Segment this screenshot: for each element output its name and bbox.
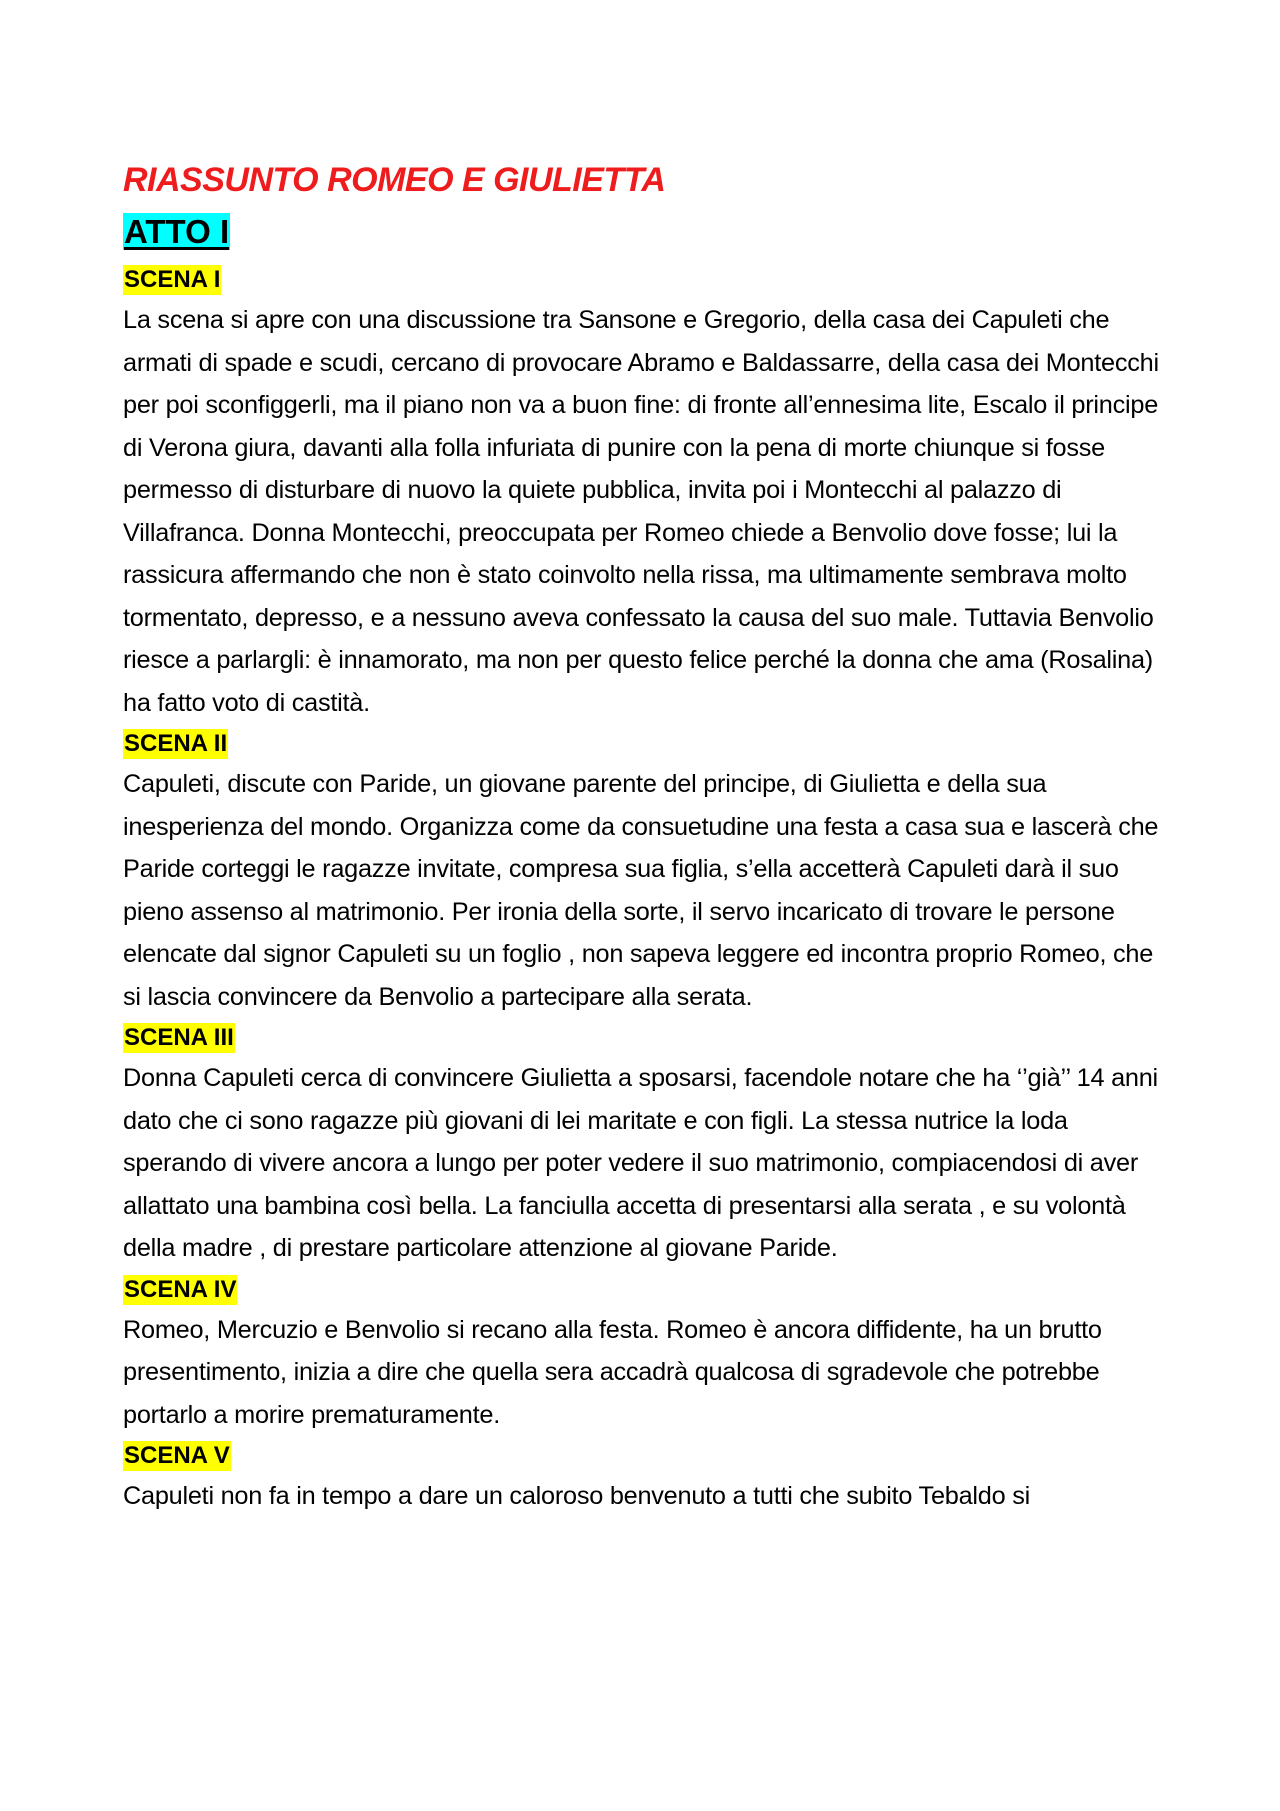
document-page	[123, 156, 1168, 1518]
scene-heading: SCENA I	[124, 266, 221, 293]
scene-heading: SCENA III	[124, 1024, 234, 1051]
scene-text: Capuleti non fa in tempo a dare un caloroso benvenuto a tutti che subito Tebaldo si	[123, 1482, 1030, 1510]
scene-heading: SCENA V	[124, 1442, 230, 1469]
scene-section-4	[123, 1270, 1168, 1437]
scene-section-1	[123, 260, 1168, 724]
scene-text: Donna Capuleti cerca di convincere Giulietta a sposarsi, facendole notare che ha ‘’già’’ 14 anni dato che ci sono ragazze più giovani di lei maritate e con figli. La stessa nutrice la loda sperando di vivere ancora a lungo per poter vedere il suo matrimonio, compiacendosi di aver allattato una bambina così bella. La fanciulla accetta di presentarsi alla serata , e su volontà della madre , di prestare particolare attenzione al giovane Paride.	[123, 1064, 1158, 1262]
act-heading	[123, 204, 1168, 260]
scene-heading: SCENA IV	[124, 1275, 237, 1303]
document-title: RIASSUNTO ROMEO E GIULIETTA	[123, 161, 666, 199]
scene-text: La scena si apre con una discussione tra Sansone e Gregorio, della casa dei Capuleti che armati di spade e scudi, cercano di provocare Abramo e Baldassarre, della casa dei Montecchi per poi sconfiggerli, ma il piano non va a buon fine: di fronte all’ennesima lite, Escalo il principe di Verona giura, davanti alla folla infuriata di punire con la pena di morte chiunque si fosse permesso di disturbare di nuovo la quiete pubblica, invita poi i Montecchi al palazzo di Villafranca. Donna Montecchi, preoccupata per Romeo chiede a Benvolio dove fosse; lui la rassicura affermando che non è stato coinvolto nella rissa, ma ultimamente sembrava molto tormentato, depresso, e a nessuno aveva confessato la causa del suo male. Tuttavia Benvolio riesce a parlargli: è innamorato, ma non per questo felice perché la donna che ama (Rosalina) ha fatto voto di castità.	[123, 306, 1159, 717]
scene-text: Romeo, Mercuzio e Benvolio si recano alla festa. Romeo è ancora diffidente, ha un brutto presentimento, inizia a dire che quella sera accadrà qualcosa di sgradevole che potrebbe portarlo a morire prematuramente.	[123, 1315, 1102, 1429]
scene-section-3	[123, 1018, 1168, 1270]
scene-section-5	[123, 1436, 1168, 1518]
scene-section-2	[123, 724, 1168, 1018]
scene-text: Capuleti, discute con Paride, un giovane parente del principe, di Giulietta e della sua inesperienza del mondo. Organizza come da consuetudine una festa a casa sua e lascerà che Paride corteggi le ragazze invitate, compresa sua figlia, s’ella accetterà Capuleti darà il suo pieno assenso al matrimonio. Per ironia della sorte, il servo incaricato di trovare le persone elencate dal signor Capuleti su un foglio , non sapeva leggere ed incontra proprio Romeo, che si lascia convincere da Benvolio a partecipare alla serata.	[123, 770, 1159, 1011]
act-heading-label: ATTO I	[124, 213, 230, 250]
scene-heading: SCENA II	[124, 730, 228, 757]
